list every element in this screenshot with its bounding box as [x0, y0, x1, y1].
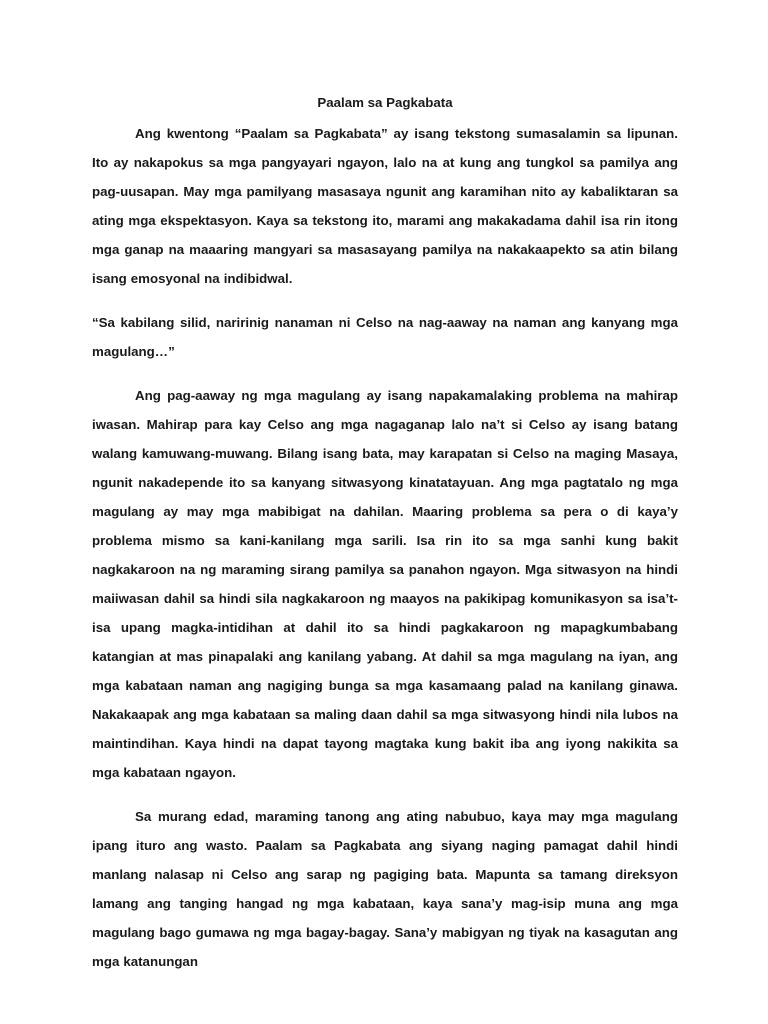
- document-body: [92, 88, 678, 976]
- paragraph-closing: Sa murang edad, maraming tanong ang ating nabubuo, kaya may mga magulang ipang ituro ang wasto. Paalam sa Pagkabata ang siyang naging pamagat dahil hindi manlang nalasap ni Celso ang sarap ng pagiging bata. Mapunta sa tamang direksyon lamang ang tanging hangad ng mga kabataan, kaya sana’y mag-isip muna ang mga magulang bago gumawa ng mga bagay-bagay. Sana’y mabigyan ng tiyak na kasagutan ang mga katanungan: [92, 809, 678, 969]
- paragraph-quote: “Sa kabilang silid, naririnig nanaman ni Celso na nag-aaway na naman ang kanyang mga magulang…”: [92, 315, 678, 359]
- document-title: Paalam sa Pagkabata: [317, 95, 453, 110]
- paragraph-body: Ang pag-aaway ng mga magulang ay isang napakamalaking problema na mahirap iwasan. Mahirap para kay Celso ang mga nagaganap lalo na’t si Celso ay isang batang walang kamuwang-muwang. Bilang isang bata, may karapatan si Celso na maging Masaya, ngunit nakadepende ito sa kanyang sitwasyong kinatatayuan. Ang mga pagtatalo ng mga magulang ay may mga mabibigat na dahilan. Maaring problema sa pera o di kaya’y problema mismo sa kani-kanilang mga sarili. Isa rin ito sa mga sanhi kung bakit nagkakaroon na ng maraming sirang pamilya sa panahon ngayon. Mga sitwasyon na hindi maiiwasan dahil sa hindi sila nagkakaroon ng maayos na pakikipag komunikasyon sa isa’t-isa upang magka-intidihan at dahil ito sa hindi pagkakaroon ng mapagkumbabang katangian at mas pinapalaki ang kanilang yabang. At dahil sa mga magulang na iyan, ang mga kabataan naman ang nagiging bunga sa mga kasamaang palad na kanilang ginawa. Nakakaapak ang mga kabataan sa maling daan dahil sa mga sitwasyong hindi nila lubos na maintindihan. Kaya hindi na dapat tayong magtaka kung bakit iba ang iyong nakikita sa mga kabataan ngayon.: [92, 388, 678, 780]
- paragraph-intro: Ang kwentong “Paalam sa Pagkabata” ay isang tekstong sumasalamin sa lipunan. Ito ay nakapokus sa mga pangyayari ngayon, lalo na at kung ang tungkol sa pamilya ang pag-uusapan. May mga pamilyang masasaya ngunit ang karamihan nito ay kabaliktaran sa ating mga ekspektasyon. Kaya sa tekstong ito, marami ang makakadama dahil isa rin itong mga ganap na maaaring mangyari sa masasayang pamilya na nakakaapekto sa atin bilang isang emosyonal na indibidwal.: [92, 126, 678, 286]
